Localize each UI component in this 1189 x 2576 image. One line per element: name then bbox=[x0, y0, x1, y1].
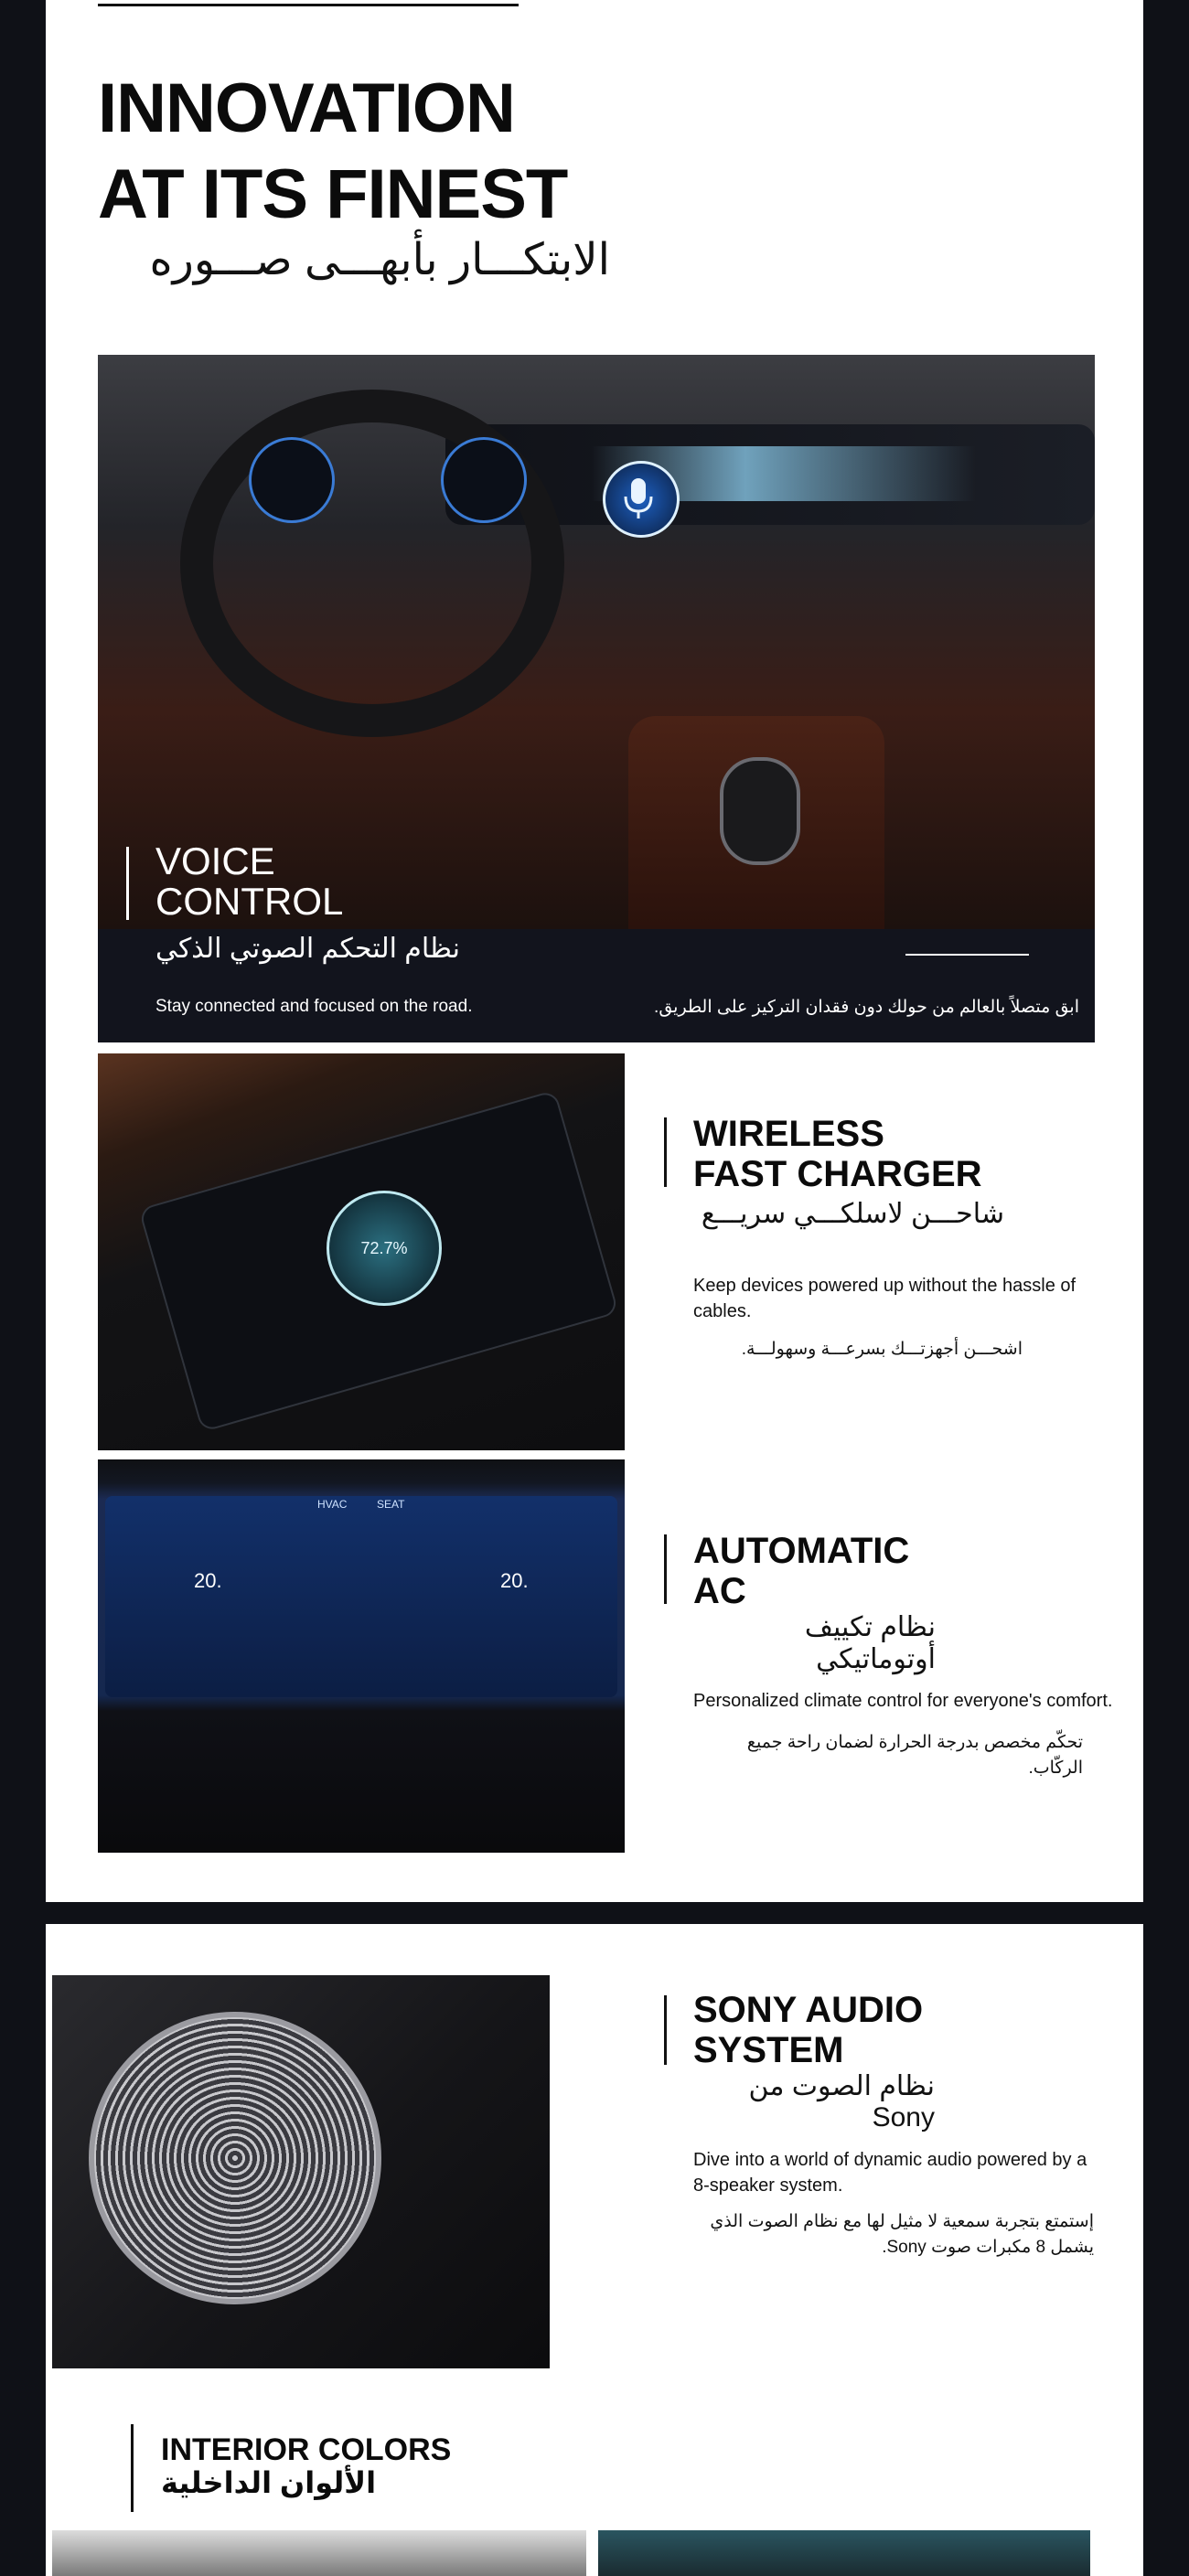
sony-title-arabic: نظام الصوت من Sony bbox=[748, 2071, 935, 2132]
temp-left: 20. bbox=[194, 1569, 222, 1592]
charger-title bbox=[693, 1114, 982, 1194]
voice-title-bar bbox=[126, 847, 129, 920]
hero-title bbox=[98, 66, 567, 238]
climate-screen bbox=[105, 1496, 617, 1697]
ac-title-line2: AC bbox=[693, 1571, 746, 1611]
charger-title-bar bbox=[664, 1117, 667, 1187]
interior-color-option-1[interactable] bbox=[52, 2530, 586, 2576]
sony-description-arabic: إستمتع بتجربة سمعية لا مثيل لها مع نظام الصوت الذي يشمل 8 مكبرات صوت Sony. bbox=[710, 2212, 1094, 2257]
features-card bbox=[46, 0, 1143, 1902]
charger-title-line1: WIRELESS bbox=[693, 1114, 884, 1154]
sony-title bbox=[693, 1990, 923, 2070]
sony-title-line2: SYSTEM bbox=[693, 2030, 844, 2070]
gear-shifter bbox=[720, 757, 800, 865]
charger-description: Keep devices powered up without the hassle of cables. bbox=[693, 1276, 1077, 1321]
ac-description: Personalized climate control for everyone's comfort. bbox=[693, 1691, 1113, 1711]
wireless-charger-image bbox=[98, 1053, 625, 1450]
sony-description: Dive into a world of dynamic audio powered by a 8-speaker system. bbox=[693, 2150, 1087, 2196]
steering-wheel bbox=[180, 390, 564, 737]
hero-title-line1: INNOVATION bbox=[98, 69, 515, 147]
speaker-grille bbox=[89, 2012, 381, 2304]
interior-title-bar bbox=[131, 2424, 134, 2512]
sony-speaker-image bbox=[52, 1975, 550, 2368]
top-divider bbox=[98, 4, 519, 6]
interior-colors-title: INTERIOR COLORS bbox=[161, 2432, 452, 2467]
rpm-gauge bbox=[441, 437, 527, 523]
voice-title bbox=[155, 841, 343, 922]
ac-title-arabic: نظام تكييف أوتوماتيكي bbox=[804, 1612, 936, 1674]
microphone-icon bbox=[603, 461, 680, 538]
charger-title-line2: FAST CHARGER bbox=[693, 1154, 982, 1194]
voice-description-arabic: ابق متصلاً بالعالم من حولك دون فقدان التركيز على الطريق. bbox=[654, 998, 1079, 1017]
hero-title-arabic: الابتكـــار بأبهـــى صـــوره bbox=[149, 236, 610, 284]
ac-title bbox=[693, 1531, 909, 1611]
interior-color-option-2[interactable] bbox=[598, 2530, 1090, 2576]
charger-title-arabic: شاحـــن لاسلكـــي سريـــع bbox=[701, 1199, 1004, 1229]
voice-title-line1: VOICE bbox=[155, 839, 275, 882]
temp-right: 20. bbox=[500, 1569, 529, 1592]
hvac-tab: HVAC bbox=[317, 1498, 348, 1511]
sony-title-bar bbox=[664, 1995, 667, 2065]
hero-title-line2: AT ITS FINEST bbox=[98, 155, 568, 233]
interior-colors-title-arabic: الألوان الداخلية bbox=[161, 2466, 377, 2499]
ac-title-line1: AUTOMATIC bbox=[693, 1531, 910, 1571]
charger-description-arabic: اشحـــن أجهزتـــك بسرعـــة وسهولـــة. bbox=[741, 1340, 1023, 1359]
voice-divider bbox=[905, 954, 1029, 956]
voice-title-line2: CONTROL bbox=[155, 880, 344, 923]
speed-gauge bbox=[249, 437, 335, 523]
ac-title-bar bbox=[664, 1534, 667, 1604]
ac-description-arabic: تحكّم مخصص بدرجة الحرارة لضمان راحة جميع الركّاب. bbox=[746, 1733, 1083, 1778]
automatic-ac-image bbox=[98, 1459, 625, 1853]
seat-tab: SEAT bbox=[377, 1498, 405, 1511]
sony-title-line1: SONY AUDIO bbox=[693, 1990, 924, 2030]
charging-indicator: 72.7% bbox=[327, 1191, 442, 1306]
voice-title-arabic: نظام التحكم الصوتي الذكي bbox=[155, 934, 460, 964]
voice-description: Stay connected and focused on the road. bbox=[155, 997, 473, 1016]
